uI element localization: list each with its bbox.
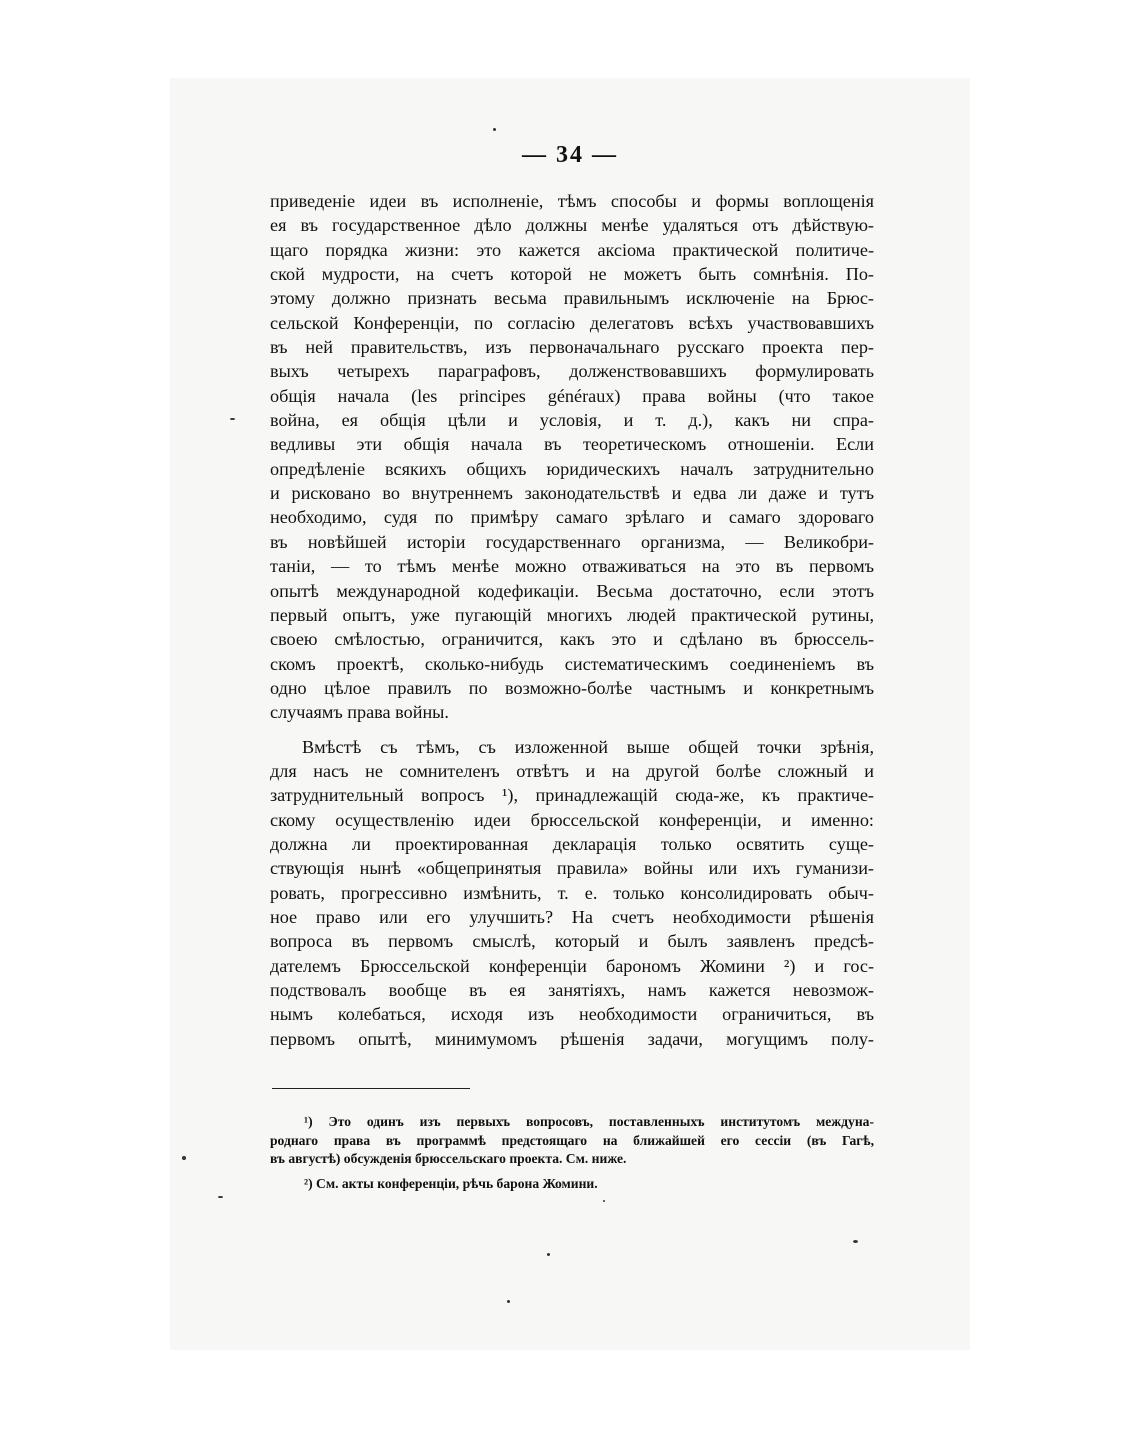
- scan-speck: [218, 1196, 223, 1198]
- text-line: ея въ государственное дѣло должны менѣе удаляться отъ дѣйствую-: [270, 215, 874, 236]
- footnote-rule: [272, 1088, 470, 1089]
- text-line: ровать, прогрессивно измѣнить, т. е. только консолидировать обыч-: [270, 882, 874, 903]
- text-line: первомъ опытѣ, минимумомъ рѣшенія задачи, могущимъ полу-: [270, 1028, 874, 1049]
- footnote-line: ¹) Это одинъ изъ первыхъ вопросовъ, поставленныхъ институтомъ междуна-: [304, 1114, 874, 1129]
- text-line: дателемъ Брюссельской конференціи барономъ Жомини ²) и гос-: [270, 955, 874, 976]
- text-line: скому осуществленію идеи брюссельской конференціи, и именно:: [270, 809, 874, 830]
- text-line: для насъ не сомнителенъ отвѣтъ и на другой болѣе сложный и: [270, 760, 874, 781]
- scan-speck: [507, 1300, 510, 1303]
- text-line: этому должно признать весьма правильнымъ исключеніе на Брюс-: [270, 288, 874, 309]
- scan-speck: [547, 1253, 550, 1256]
- text-line: ской мудрости, на счетъ которой не можетъ быть сомнѣнія. По-: [270, 264, 874, 285]
- text-line: одно цѣлое правилъ по возможно-болѣе частнымъ и конкретнымъ: [270, 677, 874, 698]
- text-line: въ ней правительствъ, изъ первоначальнаго русскаго проекта пер-: [270, 337, 874, 358]
- text-line: выхъ четырехъ параграфовъ, долженствовавшихъ формулировать: [270, 361, 874, 382]
- text-line: затруднительный вопросъ ¹), принадлежащій сюда-же, къ практиче-: [270, 785, 874, 806]
- text-line: случаямъ права войны.: [270, 702, 449, 723]
- text-line: вопроса въ первомъ смыслѣ, который и былъ заявленъ предсѣ-: [270, 931, 874, 952]
- scan-speck: [182, 1156, 186, 1160]
- page-number: — 34 —: [522, 142, 618, 168]
- text-line: нымъ колебаться, исходя изъ необходимости ограничиться, въ: [270, 1004, 874, 1025]
- scan-speck: [493, 128, 496, 131]
- text-line: скомъ проектѣ, сколько-нибудь систематическимъ соединеніемъ въ: [270, 653, 874, 674]
- text-line: сельской Конференціи, по согласію делегатовъ всѣхъ участвовавшихъ: [270, 312, 874, 333]
- text-line: щаго порядка жизни: это кажется аксіома практической политиче-: [270, 239, 874, 260]
- text-line: подствовалъ вообще въ ея занятіяхъ, намъ кажется невозмож-: [270, 980, 874, 1000]
- main-text: [270, 189, 874, 1051]
- text-line: первый опытъ, уже пугающій многихъ людей практической рутины,: [270, 604, 874, 625]
- text-line: общія начала (les principes généraux) права войны (что такое: [270, 385, 874, 406]
- text-line: ное право или его улучшить? На счетъ необходимости рѣшенія: [270, 906, 874, 927]
- text-line: ведливы эти общія начала въ теоретическомъ отношеніи. Если: [270, 434, 874, 455]
- footnotes: [270, 1113, 874, 1193]
- text-line: своею смѣлостью, ограничится, какъ это и сдѣлано въ брюссель-: [270, 629, 874, 650]
- text-line: опредѣленіе всякихъ общихъ юридическихъ началъ затруднительно: [270, 458, 874, 479]
- text-line: война, ея общія цѣли и условія, и т. д.), какъ ни спра-: [270, 410, 874, 431]
- text-line: въ новѣйшей исторіи государственнаго организма, — Великобри-: [270, 531, 874, 552]
- text-line: приведеніе идеи въ исполненіе, тѣмъ способы и формы воплощенія: [270, 191, 874, 211]
- text-line: и рисковано во внутреннемъ законодательствѣ и едва ли даже и тутъ: [270, 483, 874, 504]
- text-line: ствующія нынѣ «общепринятыя правила» войны или ихъ гуманизи-: [270, 858, 874, 879]
- footnote-line: роднаго права въ программѣ предстоящаго на ближайшей его сессіи (въ Гагѣ,: [270, 1132, 874, 1148]
- text-line: Вмѣстѣ съ тѣмъ, съ изложенной выше общей точки зрѣнія,: [302, 736, 874, 757]
- scan-speck: [853, 1240, 858, 1243]
- footnote-line: въ августѣ) обсужденія брюссельскаго проекта. См. ниже.: [270, 1151, 627, 1166]
- scan-speck: [230, 418, 235, 420]
- text-line: необходимо, судя по примѣру самаго зрѣлаго и самаго здороваго: [270, 507, 874, 528]
- footnote-line: ²) См. акты конференціи, рѣчь барона Жомини.: [304, 1175, 598, 1191]
- text-line: таніи, — то тѣмъ менѣе можно отваживаться на это въ первомъ: [270, 556, 874, 577]
- text-line: опытѣ международной кодефикаціи. Весьма достаточно, если этотъ: [270, 580, 874, 601]
- text-line: должна ли проектированная декларація только освятить суще-: [270, 833, 874, 854]
- scan-speck: [603, 1200, 605, 1202]
